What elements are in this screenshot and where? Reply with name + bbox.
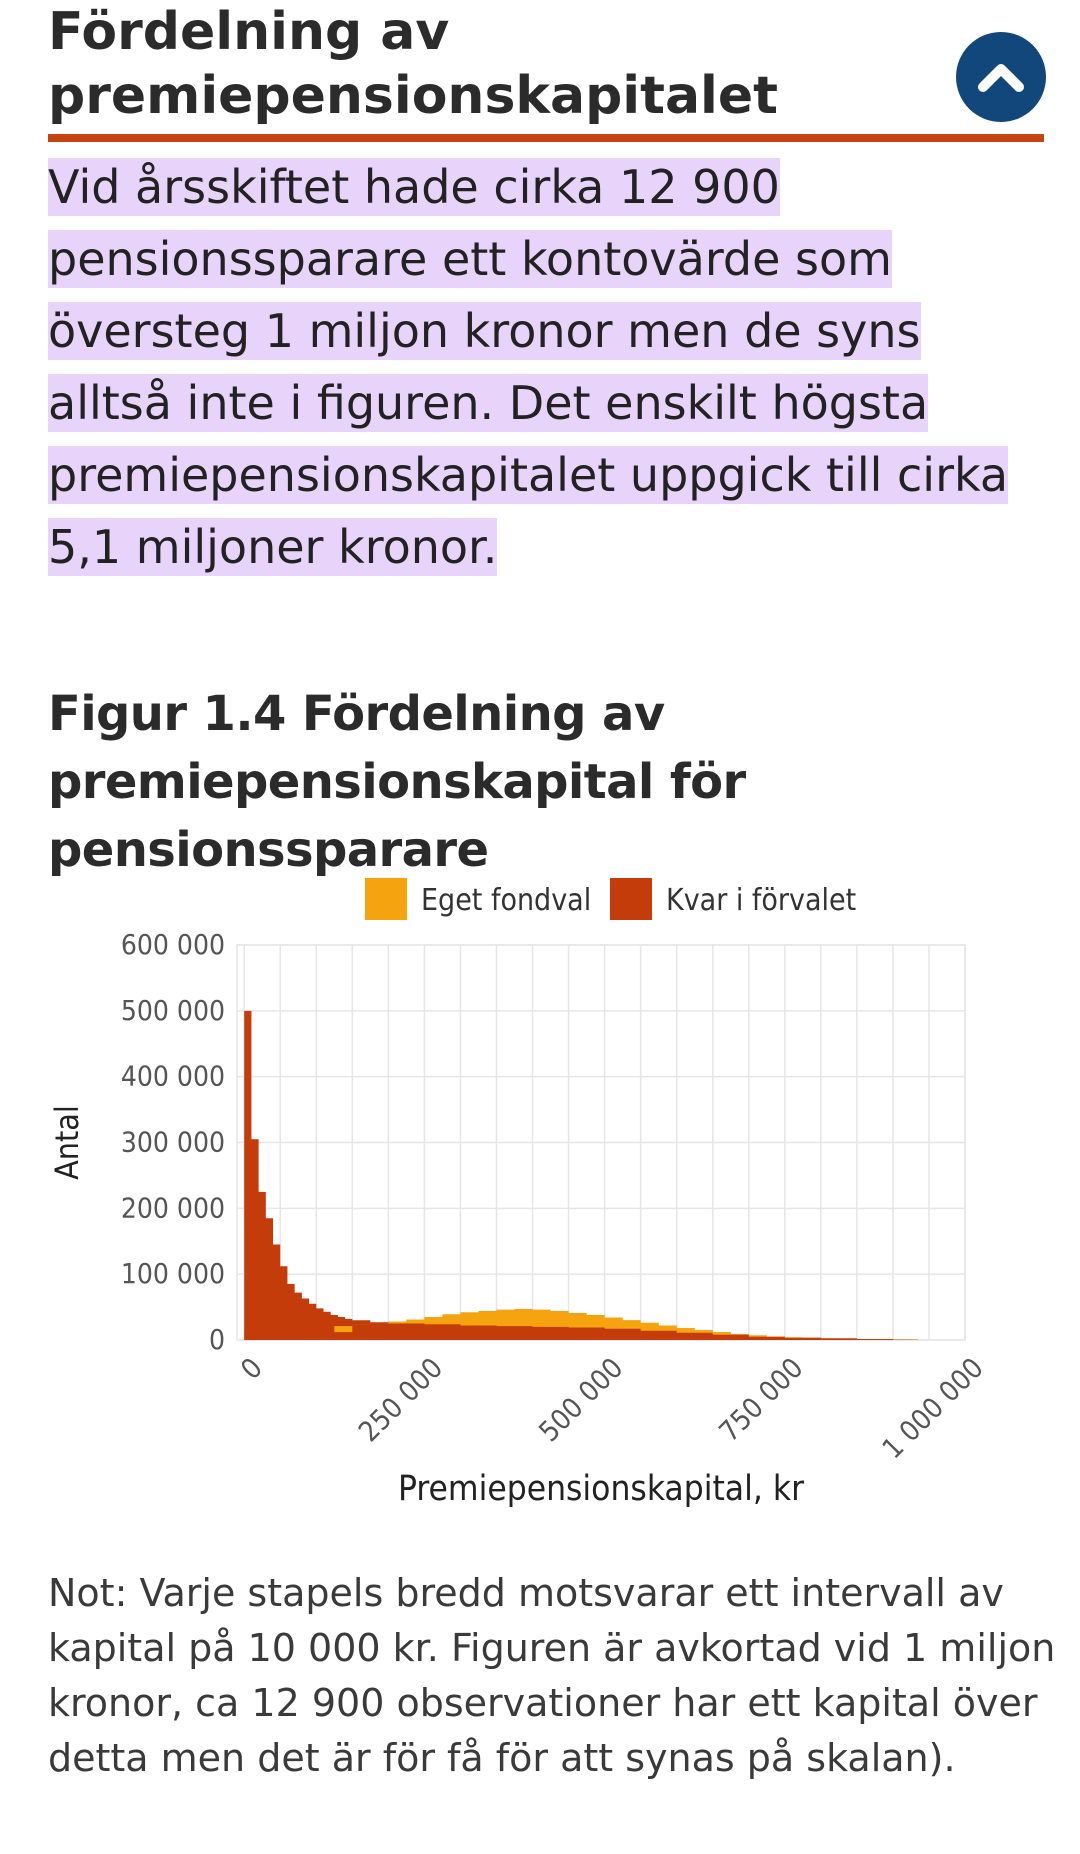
section-title: Fördelning av premiepensionskapitalet [48, 2, 779, 126]
x-tick-label: 250 000 [352, 1351, 450, 1449]
y-tick-label: 100 000 [120, 1257, 225, 1291]
highlighted-text: Vid årsskiftet hade cirka 12 900 pensionssparare ett kontovärde som översteg 1 miljon kronor men de syns alltså inte i figuren. Det enskilt högsta premiepensionskapitalet uppgick till cirka 5,1 miljoner kronor. [48, 160, 1009, 574]
section-header [48, 0, 1044, 142]
collapse-button[interactable] [956, 32, 1046, 122]
y-tick-label: 0 [208, 1323, 225, 1356]
x-tick-label: 0 [234, 1351, 269, 1386]
y-axis-title: Antal [48, 1105, 86, 1180]
legend-swatch-kvar-i-forvalet [610, 878, 652, 920]
y-tick-label: 600 000 [120, 928, 225, 961]
legend-label-eget-fondval: Eget fondval [421, 883, 592, 918]
y-tick-label: 300 000 [120, 1125, 225, 1159]
chevron-up-icon [976, 60, 1026, 94]
y-tick-label: 500 000 [120, 993, 225, 1027]
y-tick-label: 400 000 [120, 1059, 225, 1093]
intro-paragraph [48, 151, 1048, 583]
legend-swatch-eget-fondval [365, 878, 407, 920]
section-divider [48, 134, 1044, 142]
legend-label-kvar-i-forvalet: Kvar i förvalet [666, 883, 857, 918]
figure-title: Figur 1.4 Fördelning av premiepensionskapital för pensionssparare [48, 686, 746, 878]
y-tick-label: 200 000 [120, 1191, 225, 1225]
x-tick-label: 1 000 000 [875, 1351, 990, 1466]
x-axis-title: Premiepensionskapital, kr [397, 1469, 805, 1509]
chart-svg [40, 870, 1060, 1530]
distribution-chart [40, 870, 1060, 1530]
x-tick-label: 500 000 [532, 1351, 630, 1449]
x-tick-label: 750 000 [712, 1351, 810, 1449]
figure-note: Not: Varje stapels bredd motsvarar ett intervall av kapital på 10 000 kr. Figuren är avkortad vid 1 miljon kronor, ca 12 900 observationer har ett kapital över detta men det är för få för att synas på skalan). [48, 1571, 1056, 1780]
